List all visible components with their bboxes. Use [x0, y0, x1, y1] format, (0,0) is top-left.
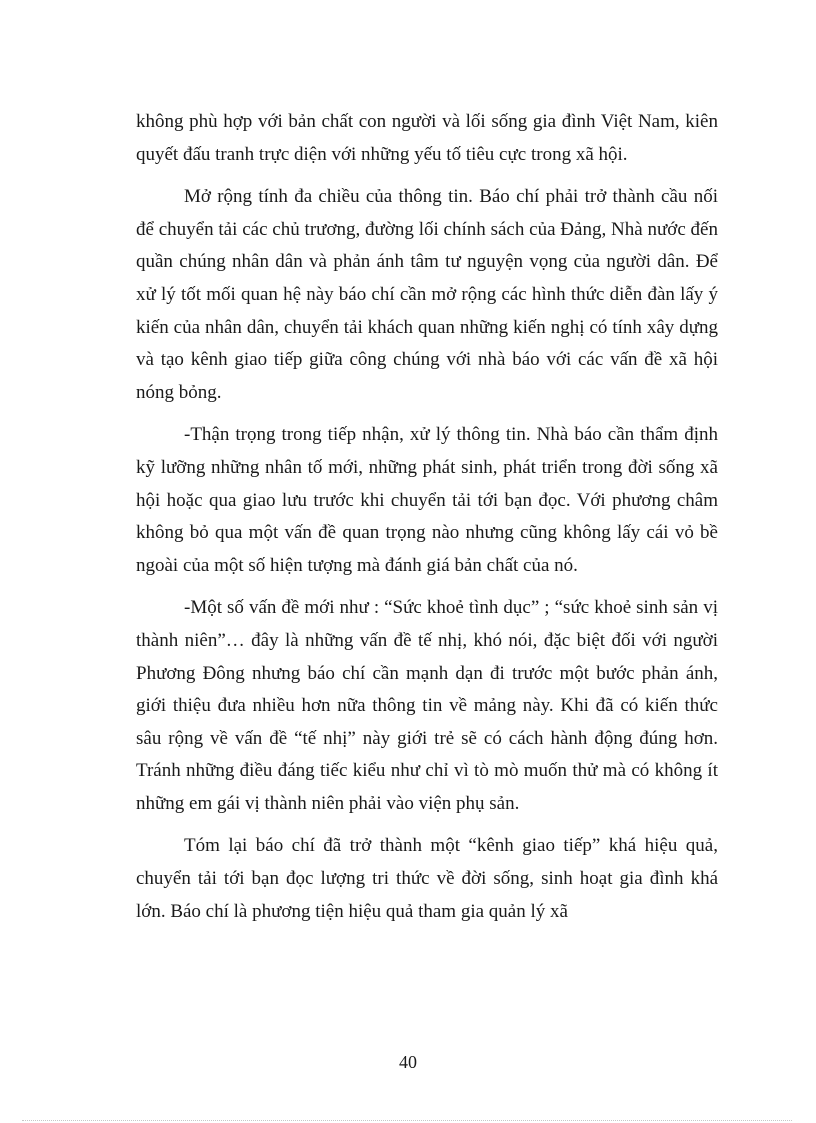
footer-divider: [22, 1120, 792, 1121]
paragraph-3: -Thận trọng trong tiếp nhận, xử lý thông tin. Nhà báo cần thẩm định kỹ lưỡng những nhân tố mới, những phát sinh, phát triển trong đời sống xã hội hoặc qua giao lưu trước khi chuyển tải tới bạn đọc. Với phương châm không bỏ qua một vấn đề quan trọng nào nhưng cũng không lấy cái vỏ bề ngoài của một số hiện tượng mà đánh giá bản chất của nó.: [136, 424, 718, 576]
paragraph-5: Tóm lại báo chí đã trở thành một “kênh giao tiếp” khá hiệu quả, chuyển tải tới bạn đọc lượng tri thức về đời sống, sinh hoạt gia đình khá lớn. Báo chí là phương tiện hiệu quả tham gia quản lý xã: [136, 835, 718, 922]
paragraph-1: không phù hợp với bản chất con người và lối sống gia đình Việt Nam, kiên quyết đấu tranh trực diện với những yếu tố tiêu cực trong xã hội.: [136, 111, 718, 165]
page-number: 40: [399, 1052, 417, 1072]
paragraph-4: -Một số vấn đề mới như : “Sức khoẻ tình dục” ; “sức khoẻ sinh sản vị thành niên”… đây là những vấn đề tế nhị, khó nói, đặc biệt đối với người Phương Đông nhưng báo chí cần mạnh dạn đi trước một bước phản ánh, giới thiệu đưa nhiều hơn nữa thông tin về mảng này. Khi đã có kiến thức sâu rộng về vấn đề “tế nhị” này giới trẻ sẽ có cách hành động đúng hơn. Tránh những điều đáng tiếc kiểu như chỉ vì tò mò muốn thử mà có không ít những em gái vị thành niên phải vào viện phụ sản.: [136, 597, 718, 814]
paragraph-2: Mở rộng tính đa chiều của thông tin. Báo chí phải trở thành cầu nối để chuyển tải các chủ trương, đường lối chính sách của Đảng, Nhà nước đến quần chúng nhân dân và phản ánh tâm tư nguyện vọng của người dân. Để xử lý tốt mối quan hệ này báo chí cần mở rộng các hình thức diễn đàn lấy ý kiến của nhân dân, chuyển tải khách quan những kiến nghị có tính xây dựng và tạo kênh giao tiếp giữa công chúng với nhà báo với các vấn đề xã hội nóng bỏng.: [136, 186, 718, 403]
body-text: [136, 106, 718, 928]
